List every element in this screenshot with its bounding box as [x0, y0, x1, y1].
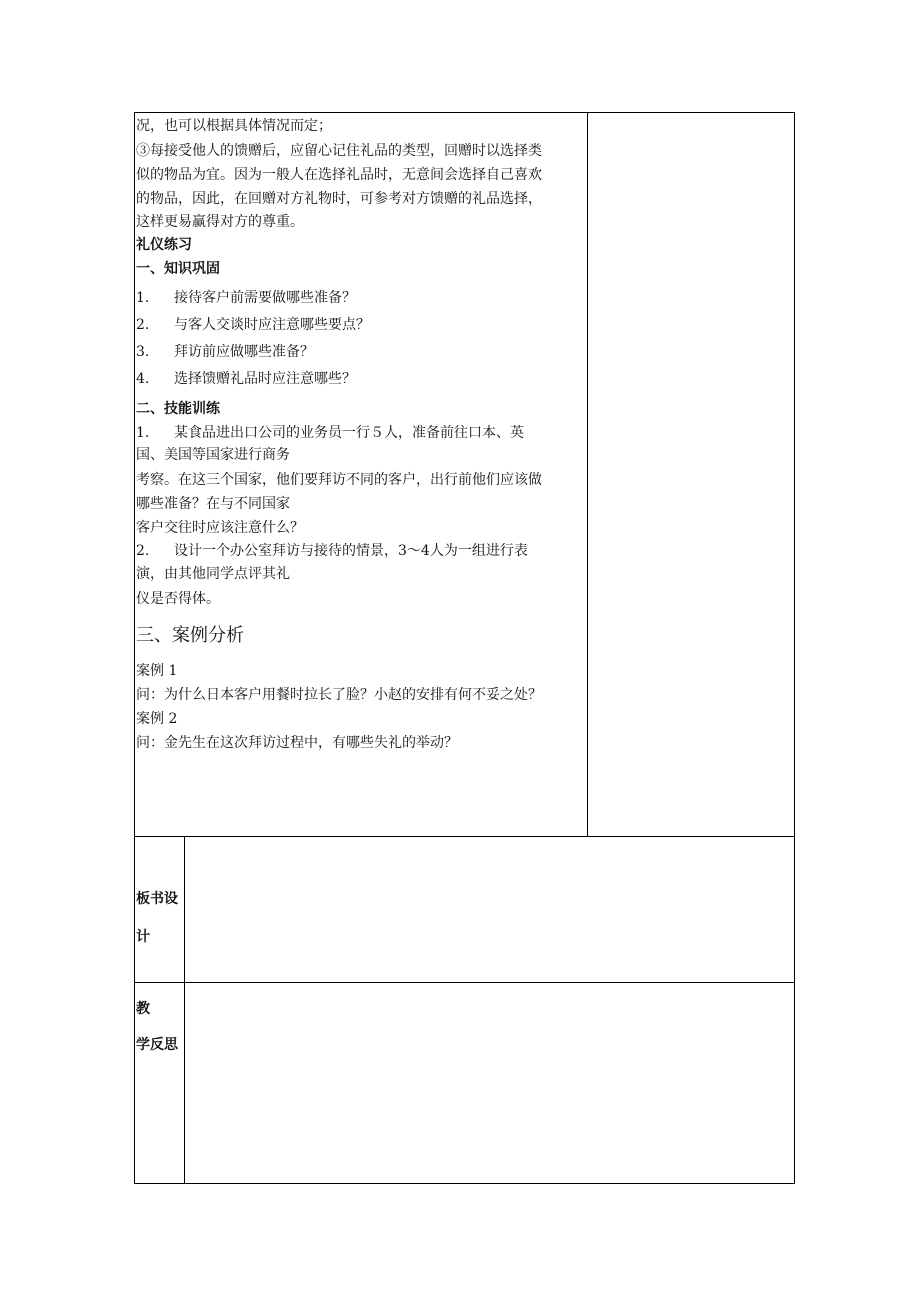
skill-text-line: 哪些准备？在与不同国家 — [136, 496, 290, 512]
reflection-label-line2: 学反思 — [136, 1037, 178, 1053]
label-column-divider — [184, 836, 185, 1184]
paragraph-line: ③每接受他人的馈赠后，应留心记住礼品的类型，回赠时以选择类 — [136, 143, 542, 159]
question-item — [136, 343, 314, 361]
table-bottom-border — [134, 1183, 795, 1184]
question-text: 选择馈赠礼品时应注意哪些？ — [174, 371, 356, 387]
practice-heading: 礼仪练习 — [136, 237, 192, 253]
question-number: 2. — [136, 317, 150, 333]
paragraph-line: 况，也可以根据具体情况而定； — [136, 118, 332, 134]
paragraph-line: 似的物品为宜。因为一般人在选择礼品时，无意间会选择自己喜欢 — [136, 167, 542, 183]
skill-number: 2. — [136, 543, 150, 559]
section-heading-cases: 三、案例分析 — [136, 625, 244, 646]
table-left-border — [134, 112, 135, 1184]
skill-text-line: 演，由其他同学点评其礼 — [136, 566, 290, 582]
skill-text-line: 考察。在这三个国家，他们要拜访不同的客户，出行前他们应该做 — [136, 472, 542, 488]
case-question: 问：为什么日本客户用餐时拉长了脸？小赵的安排有何不妥之处？ — [136, 687, 542, 703]
paragraph-line: 的物品，因此，在回赠对方礼物时，可参考对方馈赠的礼品选择， — [136, 191, 542, 207]
row-divider-1 — [134, 836, 795, 837]
question-text: 接待客户前需要做哪些准备？ — [174, 290, 356, 306]
case-question: 问：金先生在这次拜访过程中，有哪些失礼的举动？ — [136, 735, 458, 751]
board-design-label-line1: 板书设 — [136, 891, 178, 907]
case-label: 案例 2 — [136, 711, 178, 727]
skill-text-line: 客户交往时应该注意什么？ — [136, 520, 304, 536]
question-number: 1. — [136, 290, 150, 306]
board-design-label-line2: 计 — [136, 929, 150, 945]
question-text: 与客人交谈时应注意哪些要点？ — [174, 317, 370, 333]
skill-text-line: 仪是否得体。 — [136, 591, 220, 607]
content-column-divider — [587, 112, 588, 837]
skill-item — [136, 542, 528, 560]
paragraph-line: 这样更易赢得对方的尊重。 — [136, 214, 304, 230]
skill-text: 设计一个办公室拜访与接待的情景，3～4人为一组进行表 — [174, 543, 528, 559]
question-item — [136, 316, 370, 334]
question-number: 4. — [136, 371, 150, 387]
question-item — [136, 289, 356, 307]
question-number: 3. — [136, 344, 150, 360]
table-top-border — [134, 112, 795, 113]
skill-text: 某食品进出口公司的业务员一行５人，准备前往口本、英 — [174, 425, 524, 441]
section-heading-skills: 二、技能训练 — [136, 401, 220, 417]
reflection-label-line1: 教 — [136, 1001, 150, 1017]
skill-text-line: 国、美国等国家进行商务 — [136, 447, 290, 463]
case-label: 案例 1 — [136, 663, 178, 679]
section-heading-knowledge: 一、知识巩固 — [136, 261, 220, 277]
skill-item — [136, 424, 524, 442]
skill-number: 1. — [136, 425, 150, 441]
question-item — [136, 370, 356, 388]
question-text: 拜访前应做哪些准备？ — [174, 344, 314, 360]
row-divider-2 — [134, 982, 795, 983]
table-right-border — [794, 112, 795, 1184]
